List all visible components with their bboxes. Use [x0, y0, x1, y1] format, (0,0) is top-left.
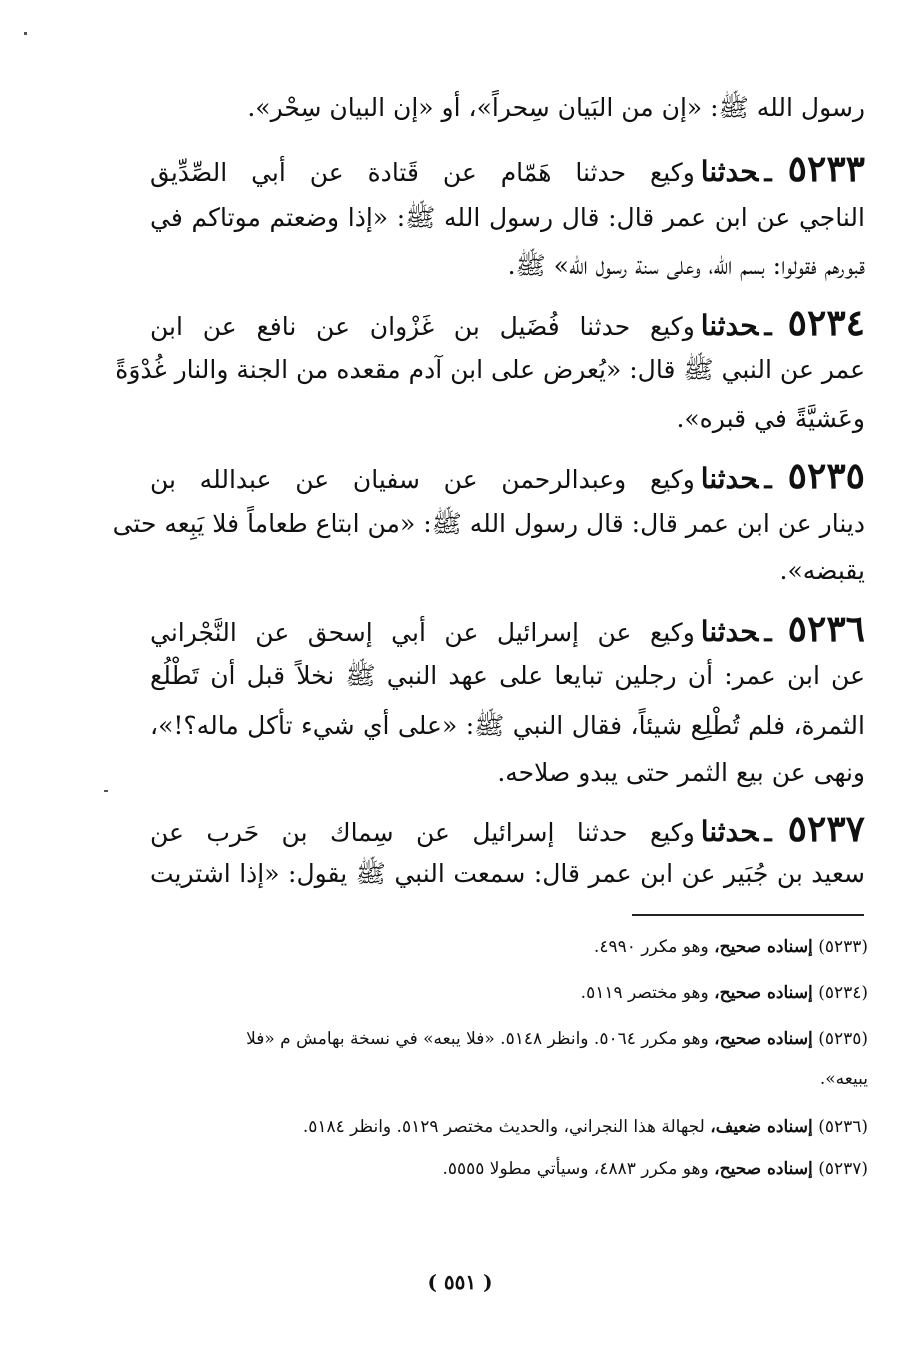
hadith-line: ٥٢٣٥ـحدثناوكيع وعبدالرحمن عن سفيان عن عبدالله بن — [150, 455, 865, 497]
hadith-line: الناجي عن ابن عمر قال: قال رسول الله ﷺ: «إذا وضعتم موتاكم في — [150, 203, 865, 232]
hadith-number: ٥٢٣٤ — [787, 302, 865, 344]
hadith-text: وكيع حدثنا فُضَيل بن غَزْوان عن نافع عن ابن — [150, 312, 695, 341]
scan-speck — [24, 32, 27, 35]
hadith-line: يقبضه». — [779, 556, 865, 585]
hadith-line: ٥٢٣٣ـحدثناوكيع حدثنا هَمّام عن قَتادة عن أبي الصِّدِّيق — [150, 148, 865, 190]
hadith-text: وكيع وعبدالرحمن عن سفيان عن عبدالله بن — [150, 465, 695, 494]
footnote-text: وهو مختصر ٥١١٩. — [580, 983, 709, 1003]
footnote — [148, 930, 868, 964]
footnote-ref: (٥٢٣٧) — [818, 1159, 868, 1179]
footnote — [148, 976, 868, 1010]
hadith-line: قبورهم فقولوا: بسم الله، وعلى سنة رسول الله» ﷺ. — [507, 251, 865, 280]
footnote — [148, 1022, 868, 1056]
scan-speck — [104, 790, 108, 792]
hadith-number: ٥٢٣٥ — [787, 455, 865, 497]
footnote-ref: (٥٢٣٦) — [818, 1117, 868, 1137]
footnote-grade: إسناده صحيح، — [714, 1159, 813, 1179]
hadith-line: ٥٢٣٧ـحدثناوكيع حدثنا إسرائيل عن سِماك بن حَرب عن — [150, 808, 865, 850]
hadith-line: ٥٢٣٤ـحدثناوكيع حدثنا فُضَيل بن غَزْوان عن نافع عن ابن — [150, 302, 865, 344]
hadith-line: ونهى عن بيع الثمر حتى يبدو صلاحه. — [497, 758, 865, 787]
footnote — [148, 1152, 868, 1186]
hadith-keyword: حدثنا — [700, 815, 759, 848]
footnote-ref: (٥٢٣٤) — [818, 983, 868, 1003]
hadith-line: عن ابن عمر: أن رجلين تبايعا على عهد النبي ﷺ نخلاً قبل أن تَطْلُع — [150, 661, 865, 690]
footnote-grade: إسناده صحيح، — [714, 937, 813, 957]
footnote-text: وهو مكرر ٥٠٦٤. وانظر ٥١٤٨. «فلا يبعه» في نسخة بهامش م «فلا — [246, 1029, 709, 1049]
hadith-keyword: حدثنا — [700, 309, 759, 342]
footnote-text: يبيعه». — [819, 1069, 868, 1089]
hadith-line: دينار عن ابن عمر قال: قال رسول الله ﷺ: «من ابتاع طعاماً فلا يَبِعه حتى — [112, 509, 865, 538]
hadith-text: وكيع حدثنا هَمّام عن قَتادة عن أبي الصِّدِّيق — [150, 158, 695, 187]
hadith-keyword: حدثنا — [700, 155, 759, 188]
hadith-keyword: حدثنا — [700, 615, 759, 648]
hadith-line: وعَشيَّةً في قبره». — [676, 404, 865, 433]
hadith-keyword: حدثنا — [700, 462, 759, 495]
hadith-number: ٥٢٣٧ — [787, 808, 865, 850]
footnote-ref: (٥٢٣٣) — [818, 937, 868, 957]
hadith-line: سعيد بن جُبَير عن ابن عمر قال: سمعت النبي ﷺ يقول: «إذا اشتريت — [150, 859, 865, 888]
footnote-grade: إسناده صحيح، — [714, 983, 813, 1003]
hadith-line: عمر عن النبي ﷺ قال: «يُعرض على ابن آدم مقعده من الجنة والنار غُدْوَةً — [115, 355, 865, 384]
footnote-text: لجهالة هذا النجراني، والحديث مختصر ٥١٢٩. وانظر ٥١٨٤. — [302, 1117, 705, 1137]
footnote-grade: إسناده صحيح، — [714, 1029, 813, 1049]
hadith-line: الثمرة، فلم تُطْلِع شيئاً، فقال النبي ﷺ: «على أي شيء تأكل ماله؟!»، — [150, 711, 865, 740]
footnote-text: وهو مكرر ٤٨٨٣، وسيأتي مطولا ٥٥٥٥. — [442, 1159, 709, 1179]
hadith-text: وكيع حدثنا إسرائيل عن سِماك بن حَرب عن — [150, 818, 695, 847]
hadith-number: ٥٢٣٦ — [787, 608, 865, 650]
footnote-continuation — [148, 1062, 868, 1096]
page-number: ( ٥٥١ ) — [427, 1270, 493, 1294]
footnote — [148, 1110, 868, 1144]
footnote-separator — [632, 914, 864, 916]
hadith-number: ٥٢٣٣ — [787, 148, 865, 190]
footnote-ref: (٥٢٣٥) — [818, 1029, 868, 1049]
footnote-text: وهو مكرر ٤٩٩٠. — [593, 937, 709, 957]
hadith-text: وكيع عن إسرائيل عن أبي إسحق عن النَّجْراني — [150, 618, 695, 647]
footnote-grade: إسناده ضعيف، — [710, 1117, 813, 1137]
hadith-line: ٥٢٣٦ـحدثناوكيع عن إسرائيل عن أبي إسحق عن النَّجْراني — [150, 608, 865, 650]
intro-line: رسول الله ﷺ: «إن من البَيان سِحراً»، أو «إن البيان سِحْر». — [247, 93, 865, 122]
